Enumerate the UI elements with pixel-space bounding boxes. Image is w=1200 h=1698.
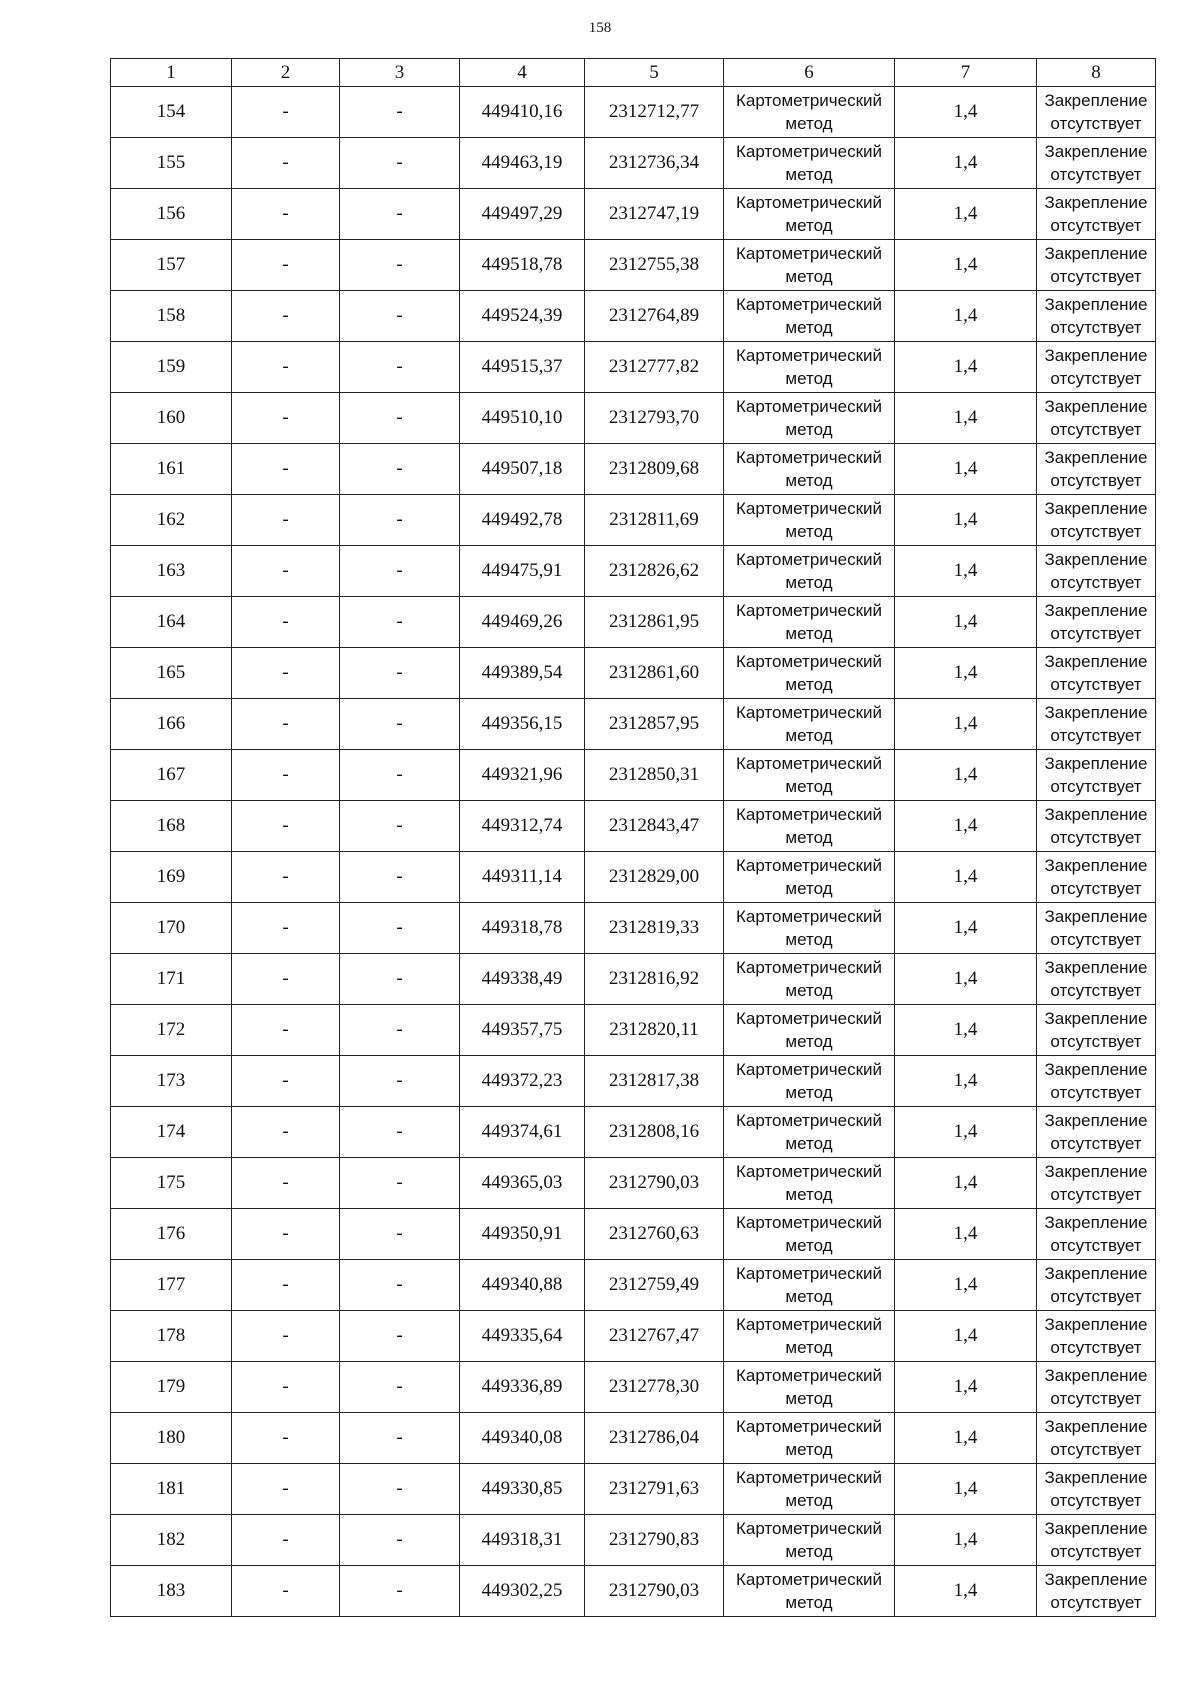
col-3-cell: -: [340, 1362, 460, 1413]
fixing-description-cell: Закрепление отсутствует: [1037, 954, 1156, 1005]
col-2-cell: -: [232, 1362, 340, 1413]
y-coordinate-cell: 2312767,47: [585, 1311, 724, 1362]
accuracy-cell: 1,4: [895, 495, 1037, 546]
table-row: [111, 1260, 1156, 1311]
x-coordinate-cell: 449510,10: [460, 393, 585, 444]
table-row: [111, 342, 1156, 393]
col-2-cell: -: [232, 597, 340, 648]
method-cell: Картометрический метод: [724, 648, 895, 699]
point-number-cell: 167: [111, 750, 232, 801]
fixing-description-cell: Закрепление отсутствует: [1037, 903, 1156, 954]
fixing-description-cell: Закрепление отсутствует: [1037, 1107, 1156, 1158]
col-2-cell: -: [232, 1260, 340, 1311]
table-row: [111, 1311, 1156, 1362]
method-cell: Картометрический метод: [724, 801, 895, 852]
accuracy-cell: 1,4: [895, 597, 1037, 648]
method-cell: Картометрический метод: [724, 903, 895, 954]
x-coordinate-cell: 449515,37: [460, 342, 585, 393]
table-row: [111, 1464, 1156, 1515]
fixing-description-cell: Закрепление отсутствует: [1037, 240, 1156, 291]
point-number-cell: 182: [111, 1515, 232, 1566]
table-row: [111, 597, 1156, 648]
col-3-cell: -: [340, 1413, 460, 1464]
y-coordinate-cell: 2312755,38: [585, 240, 724, 291]
fixing-description-cell: Закрепление отсутствует: [1037, 750, 1156, 801]
accuracy-cell: 1,4: [895, 699, 1037, 750]
y-coordinate-cell: 2312786,04: [585, 1413, 724, 1464]
x-coordinate-cell: 449372,23: [460, 1056, 585, 1107]
table-row: [111, 393, 1156, 444]
col-2-cell: -: [232, 750, 340, 801]
col-3-cell: -: [340, 138, 460, 189]
table-body: [111, 87, 1156, 1617]
accuracy-cell: 1,4: [895, 801, 1037, 852]
column-header-8: 8: [1037, 59, 1156, 87]
accuracy-cell: 1,4: [895, 954, 1037, 1005]
point-number-cell: 173: [111, 1056, 232, 1107]
col-2-cell: -: [232, 546, 340, 597]
column-header-7: 7: [895, 59, 1037, 87]
point-number-cell: 176: [111, 1209, 232, 1260]
y-coordinate-cell: 2312790,03: [585, 1158, 724, 1209]
fixing-description-cell: Закрепление отсутствует: [1037, 291, 1156, 342]
method-cell: Картометрический метод: [724, 699, 895, 750]
x-coordinate-cell: 449492,78: [460, 495, 585, 546]
table-row: [111, 954, 1156, 1005]
table-row: [111, 495, 1156, 546]
col-3-cell: -: [340, 750, 460, 801]
col-2-cell: -: [232, 699, 340, 750]
accuracy-cell: 1,4: [895, 1158, 1037, 1209]
y-coordinate-cell: 2312857,95: [585, 699, 724, 750]
fixing-description-cell: Закрепление отсутствует: [1037, 597, 1156, 648]
col-2-cell: -: [232, 495, 340, 546]
fixing-description-cell: Закрепление отсутствует: [1037, 1566, 1156, 1617]
col-3-cell: -: [340, 87, 460, 138]
col-2-cell: -: [232, 1413, 340, 1464]
point-number-cell: 161: [111, 444, 232, 495]
table-row: [111, 801, 1156, 852]
table-row: [111, 87, 1156, 138]
table-row: [111, 1515, 1156, 1566]
y-coordinate-cell: 2312861,95: [585, 597, 724, 648]
y-coordinate-cell: 2312829,00: [585, 852, 724, 903]
point-number-cell: 168: [111, 801, 232, 852]
accuracy-cell: 1,4: [895, 1260, 1037, 1311]
column-header-3: 3: [340, 59, 460, 87]
x-coordinate-cell: 449338,49: [460, 954, 585, 1005]
point-number-cell: 177: [111, 1260, 232, 1311]
fixing-description-cell: Закрепление отсутствует: [1037, 138, 1156, 189]
col-3-cell: -: [340, 1005, 460, 1056]
y-coordinate-cell: 2312791,63: [585, 1464, 724, 1515]
point-number-cell: 164: [111, 597, 232, 648]
col-3-cell: -: [340, 1209, 460, 1260]
x-coordinate-cell: 449410,16: [460, 87, 585, 138]
y-coordinate-cell: 2312861,60: [585, 648, 724, 699]
col-3-cell: -: [340, 444, 460, 495]
method-cell: Картометрический метод: [724, 444, 895, 495]
table-row: [111, 1209, 1156, 1260]
col-3-cell: -: [340, 852, 460, 903]
accuracy-cell: 1,4: [895, 1005, 1037, 1056]
point-number-cell: 179: [111, 1362, 232, 1413]
col-2-cell: -: [232, 1005, 340, 1056]
x-coordinate-cell: 449475,91: [460, 546, 585, 597]
col-3-cell: -: [340, 1260, 460, 1311]
y-coordinate-cell: 2312778,30: [585, 1362, 724, 1413]
fixing-description-cell: Закрепление отсутствует: [1037, 1005, 1156, 1056]
point-number-cell: 165: [111, 648, 232, 699]
method-cell: Картометрический метод: [724, 1056, 895, 1107]
y-coordinate-cell: 2312790,83: [585, 1515, 724, 1566]
x-coordinate-cell: 449469,26: [460, 597, 585, 648]
method-cell: Картометрический метод: [724, 342, 895, 393]
y-coordinate-cell: 2312793,70: [585, 393, 724, 444]
table-row: [111, 750, 1156, 801]
col-3-cell: -: [340, 1158, 460, 1209]
table-row: [111, 444, 1156, 495]
fixing-description-cell: Закрепление отсутствует: [1037, 1464, 1156, 1515]
y-coordinate-cell: 2312736,34: [585, 138, 724, 189]
fixing-description-cell: Закрепление отсутствует: [1037, 1362, 1156, 1413]
y-coordinate-cell: 2312816,92: [585, 954, 724, 1005]
fixing-description-cell: Закрепление отсутствует: [1037, 648, 1156, 699]
x-coordinate-cell: 449335,64: [460, 1311, 585, 1362]
col-2-cell: -: [232, 291, 340, 342]
x-coordinate-cell: 449497,29: [460, 189, 585, 240]
accuracy-cell: 1,4: [895, 240, 1037, 291]
coordinates-table: [110, 58, 1156, 1617]
x-coordinate-cell: 449318,31: [460, 1515, 585, 1566]
fixing-description-cell: Закрепление отсутствует: [1037, 1260, 1156, 1311]
col-2-cell: -: [232, 1515, 340, 1566]
point-number-cell: 160: [111, 393, 232, 444]
fixing-description-cell: Закрепление отсутствует: [1037, 1209, 1156, 1260]
column-header-4: 4: [460, 59, 585, 87]
x-coordinate-cell: 449518,78: [460, 240, 585, 291]
x-coordinate-cell: 449374,61: [460, 1107, 585, 1158]
point-number-cell: 170: [111, 903, 232, 954]
accuracy-cell: 1,4: [895, 1464, 1037, 1515]
x-coordinate-cell: 449318,78: [460, 903, 585, 954]
table-row: [111, 1362, 1156, 1413]
table-row: [111, 1056, 1156, 1107]
x-coordinate-cell: 449312,74: [460, 801, 585, 852]
y-coordinate-cell: 2312843,47: [585, 801, 724, 852]
col-2-cell: -: [232, 138, 340, 189]
y-coordinate-cell: 2312850,31: [585, 750, 724, 801]
accuracy-cell: 1,4: [895, 1056, 1037, 1107]
y-coordinate-cell: 2312760,63: [585, 1209, 724, 1260]
point-number-cell: 183: [111, 1566, 232, 1617]
x-coordinate-cell: 449330,85: [460, 1464, 585, 1515]
table-row: [111, 240, 1156, 291]
accuracy-cell: 1,4: [895, 750, 1037, 801]
x-coordinate-cell: 449321,96: [460, 750, 585, 801]
table-row: [111, 1107, 1156, 1158]
x-coordinate-cell: 449507,18: [460, 444, 585, 495]
table-row: [111, 189, 1156, 240]
fixing-description-cell: Закрепление отсутствует: [1037, 495, 1156, 546]
y-coordinate-cell: 2312747,19: [585, 189, 724, 240]
y-coordinate-cell: 2312820,11: [585, 1005, 724, 1056]
method-cell: Картометрический метод: [724, 189, 895, 240]
column-header-2: 2: [232, 59, 340, 87]
table-row: [111, 852, 1156, 903]
fixing-description-cell: Закрепление отсутствует: [1037, 444, 1156, 495]
point-number-cell: 178: [111, 1311, 232, 1362]
method-cell: Картометрический метод: [724, 954, 895, 1005]
col-2-cell: -: [232, 954, 340, 1005]
point-number-cell: 166: [111, 699, 232, 750]
point-number-cell: 156: [111, 189, 232, 240]
x-coordinate-cell: 449302,25: [460, 1566, 585, 1617]
table-row: [111, 546, 1156, 597]
col-3-cell: -: [340, 801, 460, 852]
col-3-cell: -: [340, 1566, 460, 1617]
method-cell: Картометрический метод: [724, 1515, 895, 1566]
col-2-cell: -: [232, 1311, 340, 1362]
point-number-cell: 159: [111, 342, 232, 393]
col-2-cell: -: [232, 444, 340, 495]
fixing-description-cell: Закрепление отсутствует: [1037, 699, 1156, 750]
col-2-cell: -: [232, 342, 340, 393]
method-cell: Картометрический метод: [724, 1413, 895, 1464]
x-coordinate-cell: 449340,08: [460, 1413, 585, 1464]
method-cell: Картометрический метод: [724, 750, 895, 801]
fixing-description-cell: Закрепление отсутствует: [1037, 87, 1156, 138]
col-3-cell: -: [340, 189, 460, 240]
point-number-cell: 169: [111, 852, 232, 903]
method-cell: Картометрический метод: [724, 597, 895, 648]
point-number-cell: 162: [111, 495, 232, 546]
col-3-cell: -: [340, 954, 460, 1005]
point-number-cell: 157: [111, 240, 232, 291]
point-number-cell: 181: [111, 1464, 232, 1515]
y-coordinate-cell: 2312817,38: [585, 1056, 724, 1107]
table-row: [111, 1158, 1156, 1209]
accuracy-cell: 1,4: [895, 1311, 1037, 1362]
method-cell: Картометрический метод: [724, 1005, 895, 1056]
fixing-description-cell: Закрепление отсутствует: [1037, 1311, 1156, 1362]
y-coordinate-cell: 2312790,03: [585, 1566, 724, 1617]
col-2-cell: -: [232, 1464, 340, 1515]
col-3-cell: -: [340, 342, 460, 393]
method-cell: Картометрический метод: [724, 1311, 895, 1362]
col-2-cell: -: [232, 903, 340, 954]
x-coordinate-cell: 449336,89: [460, 1362, 585, 1413]
method-cell: Картометрический метод: [724, 138, 895, 189]
col-3-cell: -: [340, 648, 460, 699]
accuracy-cell: 1,4: [895, 852, 1037, 903]
accuracy-cell: 1,4: [895, 138, 1037, 189]
method-cell: Картометрический метод: [724, 852, 895, 903]
method-cell: Картометрический метод: [724, 495, 895, 546]
fixing-description-cell: Закрепление отсутствует: [1037, 1515, 1156, 1566]
accuracy-cell: 1,4: [895, 189, 1037, 240]
x-coordinate-cell: 449463,19: [460, 138, 585, 189]
table-row: [111, 1566, 1156, 1617]
accuracy-cell: 1,4: [895, 1566, 1037, 1617]
method-cell: Картометрический метод: [724, 240, 895, 291]
y-coordinate-cell: 2312808,16: [585, 1107, 724, 1158]
col-3-cell: -: [340, 903, 460, 954]
table-row: [111, 138, 1156, 189]
y-coordinate-cell: 2312759,49: [585, 1260, 724, 1311]
col-2-cell: -: [232, 87, 340, 138]
x-coordinate-cell: 449311,14: [460, 852, 585, 903]
col-3-cell: -: [340, 699, 460, 750]
y-coordinate-cell: 2312764,89: [585, 291, 724, 342]
accuracy-cell: 1,4: [895, 546, 1037, 597]
fixing-description-cell: Закрепление отсутствует: [1037, 546, 1156, 597]
x-coordinate-cell: 449357,75: [460, 1005, 585, 1056]
method-cell: Картометрический метод: [724, 1260, 895, 1311]
y-coordinate-cell: 2312809,68: [585, 444, 724, 495]
fixing-description-cell: Закрепление отсутствует: [1037, 342, 1156, 393]
col-3-cell: -: [340, 1107, 460, 1158]
header-row: [111, 59, 1156, 87]
col-2-cell: -: [232, 393, 340, 444]
col-3-cell: -: [340, 393, 460, 444]
accuracy-cell: 1,4: [895, 291, 1037, 342]
y-coordinate-cell: 2312811,69: [585, 495, 724, 546]
col-2-cell: -: [232, 189, 340, 240]
fixing-description-cell: Закрепление отсутствует: [1037, 801, 1156, 852]
method-cell: Картометрический метод: [724, 393, 895, 444]
method-cell: Картометрический метод: [724, 1566, 895, 1617]
point-number-cell: 174: [111, 1107, 232, 1158]
table-row: [111, 291, 1156, 342]
accuracy-cell: 1,4: [895, 1413, 1037, 1464]
fixing-description-cell: Закрепление отсутствует: [1037, 852, 1156, 903]
col-2-cell: -: [232, 1209, 340, 1260]
col-2-cell: -: [232, 852, 340, 903]
table-row: [111, 699, 1156, 750]
method-cell: Картометрический метод: [724, 291, 895, 342]
column-header-5: 5: [585, 59, 724, 87]
col-3-cell: -: [340, 1515, 460, 1566]
accuracy-cell: 1,4: [895, 1515, 1037, 1566]
point-number-cell: 180: [111, 1413, 232, 1464]
fixing-description-cell: Закрепление отсутствует: [1037, 1413, 1156, 1464]
column-header-6: 6: [724, 59, 895, 87]
x-coordinate-cell: 449350,91: [460, 1209, 585, 1260]
accuracy-cell: 1,4: [895, 648, 1037, 699]
col-2-cell: -: [232, 648, 340, 699]
accuracy-cell: 1,4: [895, 87, 1037, 138]
col-3-cell: -: [340, 1311, 460, 1362]
table-header: [111, 59, 1156, 87]
col-3-cell: -: [340, 597, 460, 648]
point-number-cell: 171: [111, 954, 232, 1005]
accuracy-cell: 1,4: [895, 444, 1037, 495]
accuracy-cell: 1,4: [895, 1209, 1037, 1260]
table-row: [111, 1413, 1156, 1464]
col-3-cell: -: [340, 1056, 460, 1107]
col-2-cell: -: [232, 1158, 340, 1209]
method-cell: Картометрический метод: [724, 546, 895, 597]
table-row: [111, 648, 1156, 699]
fixing-description-cell: Закрепление отсутствует: [1037, 1056, 1156, 1107]
method-cell: Картометрический метод: [724, 1362, 895, 1413]
col-2-cell: -: [232, 1566, 340, 1617]
x-coordinate-cell: 449389,54: [460, 648, 585, 699]
col-3-cell: -: [340, 240, 460, 291]
col-3-cell: -: [340, 1464, 460, 1515]
method-cell: Картометрический метод: [724, 1209, 895, 1260]
x-coordinate-cell: 449524,39: [460, 291, 585, 342]
method-cell: Картометрический метод: [724, 1464, 895, 1515]
col-3-cell: -: [340, 291, 460, 342]
col-2-cell: -: [232, 240, 340, 291]
point-number-cell: 154: [111, 87, 232, 138]
col-2-cell: -: [232, 1056, 340, 1107]
y-coordinate-cell: 2312777,82: [585, 342, 724, 393]
x-coordinate-cell: 449356,15: [460, 699, 585, 750]
fixing-description-cell: Закрепление отсутствует: [1037, 393, 1156, 444]
accuracy-cell: 1,4: [895, 903, 1037, 954]
method-cell: Картометрический метод: [724, 1107, 895, 1158]
table-row: [111, 1005, 1156, 1056]
fixing-description-cell: Закрепление отсутствует: [1037, 189, 1156, 240]
fixing-description-cell: Закрепление отсутствует: [1037, 1158, 1156, 1209]
point-number-cell: 155: [111, 138, 232, 189]
x-coordinate-cell: 449340,88: [460, 1260, 585, 1311]
method-cell: Картометрический метод: [724, 1158, 895, 1209]
accuracy-cell: 1,4: [895, 1107, 1037, 1158]
col-3-cell: -: [340, 495, 460, 546]
column-header-1: 1: [111, 59, 232, 87]
accuracy-cell: 1,4: [895, 342, 1037, 393]
y-coordinate-cell: 2312819,33: [585, 903, 724, 954]
point-number-cell: 175: [111, 1158, 232, 1209]
col-3-cell: -: [340, 546, 460, 597]
page-number: 158: [588, 20, 612, 36]
point-number-cell: 158: [111, 291, 232, 342]
point-number-cell: 172: [111, 1005, 232, 1056]
method-cell: Картометрический метод: [724, 87, 895, 138]
col-2-cell: -: [232, 801, 340, 852]
x-coordinate-cell: 449365,03: [460, 1158, 585, 1209]
accuracy-cell: 1,4: [895, 1362, 1037, 1413]
y-coordinate-cell: 2312712,77: [585, 87, 724, 138]
table-row: [111, 903, 1156, 954]
y-coordinate-cell: 2312826,62: [585, 546, 724, 597]
accuracy-cell: 1,4: [895, 393, 1037, 444]
col-2-cell: -: [232, 1107, 340, 1158]
point-number-cell: 163: [111, 546, 232, 597]
